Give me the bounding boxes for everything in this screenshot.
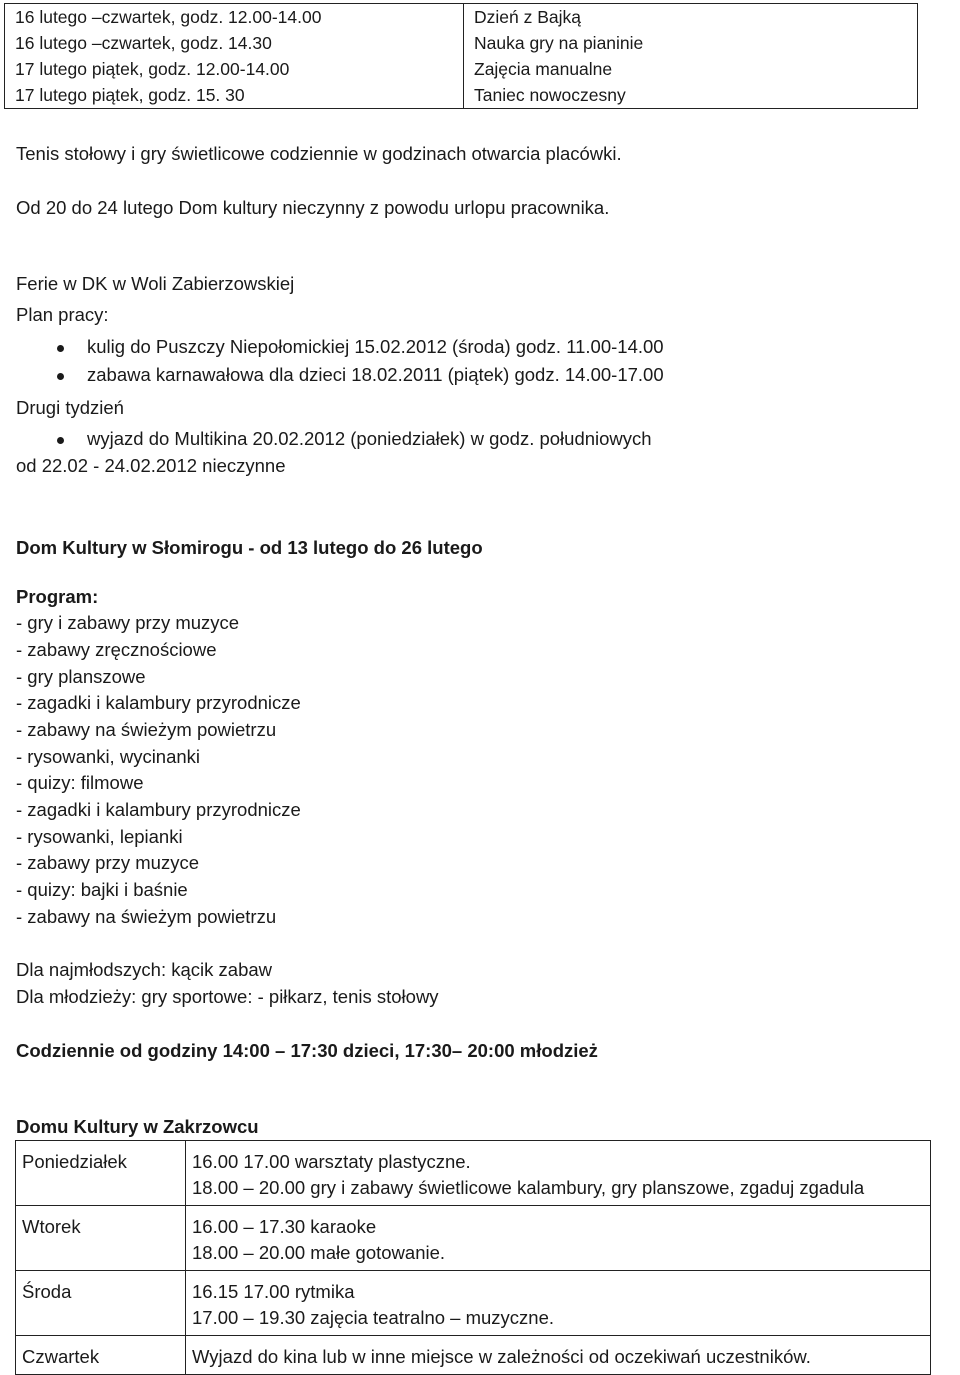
event-name: Nauka gry na pianinie — [464, 30, 918, 56]
event-time: 16 lutego –czwartek, godz. 12.00-14.00 — [5, 4, 464, 31]
day-cell: Wtorek — [16, 1206, 186, 1271]
list-item: kulig do Puszczy Niepołomickiej 15.02.2012 (środa) godz. 11.00-14.00 — [87, 336, 664, 357]
activities-cell — [186, 1206, 931, 1271]
zakrzowiec-table — [15, 1140, 931, 1375]
event-time: 17 lutego piątek, godz. 15. 30 — [5, 82, 464, 109]
program-item: - quizy: filmowe — [16, 772, 144, 793]
table-row — [16, 1336, 931, 1375]
program-item: - rysowanki, lepianki — [16, 826, 183, 847]
wola-title: Ferie w DK w Woli Zabierzowskiej — [16, 273, 295, 294]
program-item: - zabawy zręcznościowe — [16, 639, 217, 660]
table-row — [16, 1206, 931, 1271]
activities-cell — [186, 1336, 931, 1375]
table-row — [16, 1141, 931, 1206]
event-name: Dzień z Bajką — [464, 4, 918, 31]
table-row — [16, 1271, 931, 1336]
activities-cell — [186, 1271, 931, 1336]
activity-line: 16.00 17.00 warsztaty plastyczne. — [192, 1151, 471, 1172]
program-item: - zagadki i kalambury przyrodnicze — [16, 692, 301, 713]
activity-line: 16.15 17.00 rytmika — [192, 1281, 355, 1302]
list-item: zabawa karnawałowa dla dzieci 18.02.2011 (piątek) godz. 14.00-17.00 — [87, 364, 664, 385]
program-item: - zagadki i kalambury przyrodnicze — [16, 799, 301, 820]
ping-pong-note: Tenis stołowy i gry świetlicowe codziennie w godzinach otwarcia placówki. — [16, 143, 622, 164]
list-item: wyjazd do Multikina 20.02.2012 (poniedziałek) w godz. południowych — [87, 428, 652, 449]
bullet-icon — [57, 437, 64, 444]
activity-line: 18.00 – 20.00 gry i zabawy świetlicowe kalambury, gry planszowe, zgaduj zgadula — [192, 1177, 865, 1198]
events-table — [4, 3, 918, 109]
activity-line: Wyjazd do kina lub w inne miejsce w zależności od oczekiwań uczestników. — [192, 1346, 811, 1367]
event-time: 17 lutego piątek, godz. 12.00-14.00 — [5, 56, 464, 82]
youngest-note: Dla najmłodszych: kącik zabaw — [16, 959, 273, 980]
program-item: - zabawy przy muzyce — [16, 852, 199, 873]
day-cell: Środa — [16, 1271, 186, 1336]
event-name: Taniec nowoczesny — [464, 82, 918, 109]
day-cell: Poniedziałek — [16, 1141, 186, 1206]
day-cell: Czwartek — [16, 1336, 186, 1375]
table-row — [5, 4, 918, 31]
table-row — [5, 56, 918, 82]
slomirog-title: Dom Kultury w Słomirogu - od 13 lutego do 26 lutego — [16, 537, 483, 558]
program-item: - quizy: bajki i baśnie — [16, 879, 188, 900]
table-row — [5, 30, 918, 56]
activity-line: 17.00 – 19.30 zajęcia teatralno – muzyczne. — [192, 1307, 555, 1328]
program-label: Program: — [16, 586, 99, 607]
activity-line: 18.00 – 20.00 małe gotowanie. — [192, 1242, 446, 1263]
daily-hours: Codziennie od godziny 14:00 – 17:30 dzieci, 17:30– 20:00 młodzież — [16, 1040, 598, 1061]
wola-closed-note: od 22.02 - 24.02.2012 nieczynne — [16, 455, 286, 476]
bullet-icon — [57, 373, 64, 380]
zakrzowiec-title: Domu Kultury w Zakrzowcu — [16, 1116, 259, 1137]
table-row — [5, 82, 918, 109]
bullet-icon — [57, 345, 64, 352]
activity-line: 16.00 – 17.30 karaoke — [192, 1216, 377, 1237]
program-item: - gry planszowe — [16, 666, 146, 687]
program-item: - rysowanki, wycinanki — [16, 746, 201, 767]
week2-label: Drugi tydzień — [16, 397, 124, 418]
plan-label: Plan pracy: — [16, 304, 109, 325]
event-name: Zajęcia manualne — [464, 56, 918, 82]
activities-cell — [186, 1141, 931, 1206]
program-item: - zabawy na świeżym powietrzu — [16, 719, 277, 740]
program-item: - zabawy na świeżym powietrzu — [16, 906, 277, 927]
closure-note: Od 20 do 24 lutego Dom kultury nieczynny z powodu urlopu pracownika. — [16, 197, 610, 218]
event-time: 16 lutego –czwartek, godz. 14.30 — [5, 30, 464, 56]
program-item: - gry i zabawy przy muzyce — [16, 612, 240, 633]
youth-note: Dla młodzieży: gry sportowe: - piłkarz, tenis stołowy — [16, 986, 439, 1007]
